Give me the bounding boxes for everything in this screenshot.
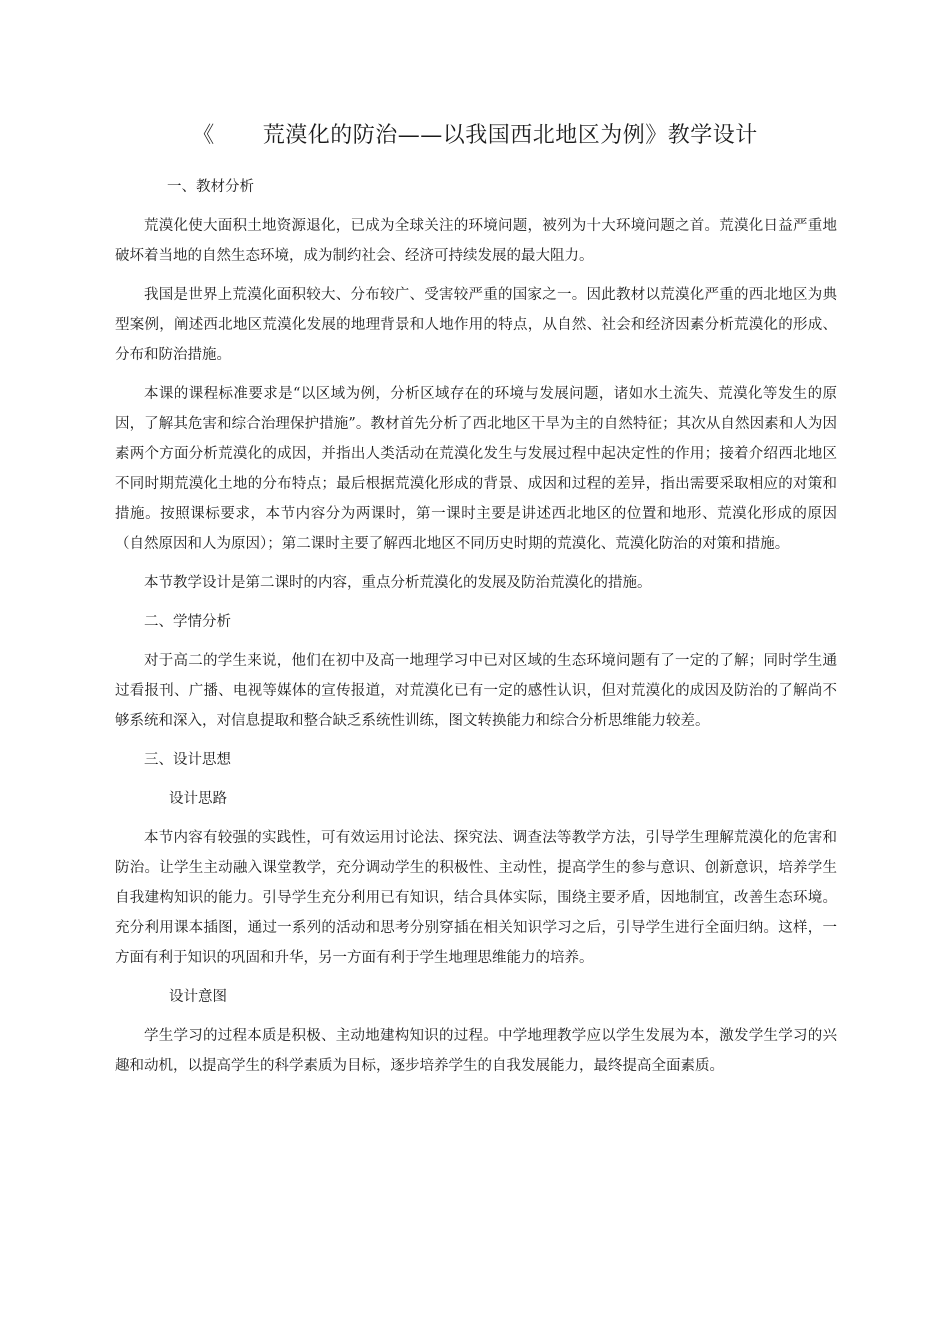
paragraph: 本节教学设计是第二课时的内容，重点分析荒漠化的发展及防治荒漠化的措施。 [144, 575, 652, 591]
section-heading-textbook-analysis: 一、教材分析 [167, 179, 254, 195]
subheading-design-intent: 设计意图 [169, 989, 227, 1005]
document-body [115, 172, 837, 1090]
paragraph: 本课的课程标准要求是“以区域为例，分析区域存在的环境与发展问题，诸如水土流失、荒漠化等发生的原因，了解其危害和综合治理保护措施”。教材首先分析了西北地区干旱为主的自然特征；其次从自然因素和人为因素两个方面分析荒漠化的成因，并指出人类活动在荒漠化发生与发展过程中起决定性的作用；接着介绍西北地区不同时期荒漠化土地的分布特点；最后根据荒漠化形成的背景、成因和过程的差异，指出需要采取相应的对策和措施。按照课标要求，本节内容分为两课时，第一课时主要是讲述西北地区的位置和地形、荒漠化形成的原因（自然原因和人为原因）；第二课时主要了解西北地区不同历史时期的荒漠化、荒漠化防治的对策和措施。 [115, 386, 837, 552]
paragraph: 学生学习的过程本质是积极、主动地建构知识的过程。中学地理教学应以学生发展为本，激发学生学习的兴趣和动机，以提高学生的科学素质为目标，逐步培养学生的自我发展能力，最终提高全面素质。 [115, 1028, 837, 1074]
paragraph: 本节内容有较强的实践性，可有效运用讨论法、探究法、调查法等教学方法，引导学生理解荒漠化的危害和防治。让学生主动融入课堂教学，充分调动学生的积极性、主动性，提高学生的参与意识、创新意识，培养学生自我建构知识的能力。引导学生充分利用已有知识，结合具体实际，围绕主要矛盾，因地制宜，改善生态环境。充分利用课本插图，通过一系列的活动和思考分别穿插在相关知识学习之后，引导学生进行全面归纳。这样，一方面有利于知识的巩固和升华，另一方面有利于学生地理思维能力的培养。 [115, 830, 837, 966]
subheading-design-approach: 设计思路 [169, 791, 227, 807]
paragraph: 我国是世界上荒漠化面积较大、分布较广、受害较严重的国家之一。因此教材以荒漠化严重的西北地区为典型案例，阐述西北地区荒漠化发展的地理背景和人地作用的特点，从自然、社会和经济因素分析荒漠化的形成、分布和防治措施。 [115, 287, 837, 363]
paragraph: 荒漠化使大面积土地资源退化，已成为全球关注的环境问题，被列为十大环境问题之首。荒漠化日益严重地破坏着当地的自然生态环境，成为制约社会、经济可持续发展的最大阻力。 [115, 218, 837, 264]
section-heading-design-idea: 三、设计思想 [144, 752, 231, 768]
document-title [0, 118, 950, 149]
section-heading-student-analysis: 二、学情分析 [144, 614, 231, 630]
title-open-bracket: 《 [192, 123, 215, 148]
title-text: 荒漠化的防治——以我国西北地区为例》教学设计 [262, 123, 758, 148]
paragraph: 对于高二的学生来说，他们在初中及高一地理学习中已对区域的生态环境问题有了一定的了解；同时学生通过看报刊、广播、电视等媒体的宣传报道，对荒漠化已有一定的感性认识，但对荒漠化的成因及防治的了解尚不够系统和深入，对信息提取和整合缺乏系统性训练，图文转换能力和综合分析思维能力较差。 [115, 653, 837, 729]
